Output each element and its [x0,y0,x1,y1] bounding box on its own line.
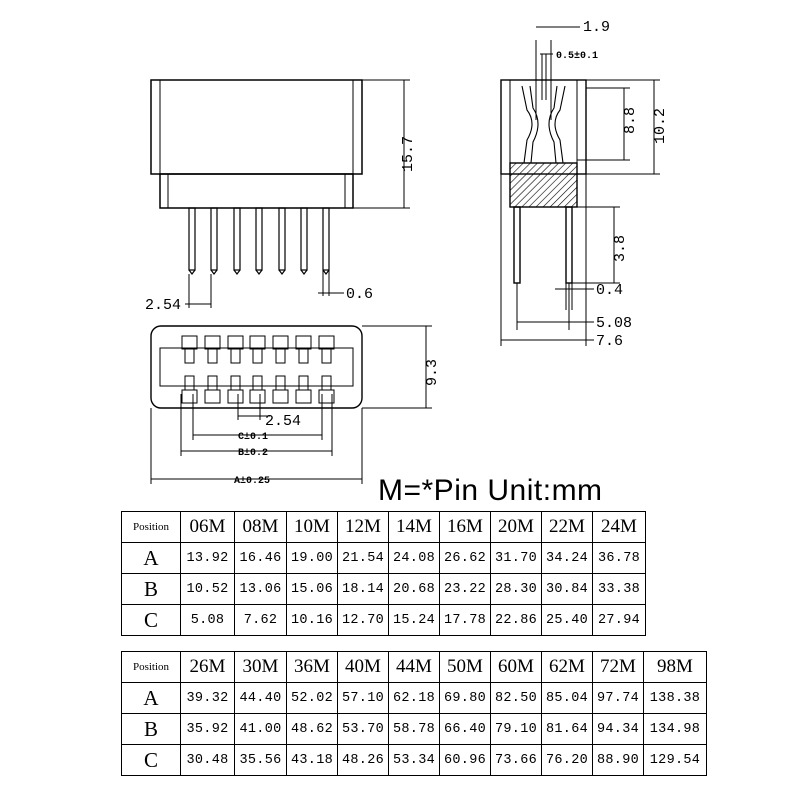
table-header: 08M [235,512,287,543]
table-cell: 58.78 [389,714,440,745]
table-header: 20M [491,512,542,543]
table-header: 44M [389,652,440,683]
top-contact-spring [231,376,240,390]
front-pin-width-label: 0.6 [346,286,374,303]
front-pin [189,208,195,270]
top-height-label: 9.3 [424,358,441,386]
table-cell: 97.74 [593,683,644,714]
table-cell: 18.14 [338,574,389,605]
table-cell: 5.08 [181,605,235,636]
front-view [151,80,410,308]
front-pin-tip [234,270,240,274]
top-contact-pad [182,336,197,349]
table-cell: 85.04 [542,683,593,714]
table-header-row [122,652,707,683]
front-pin-tip [256,270,262,274]
table-header: 14M [389,512,440,543]
table-cell: 53.34 [389,745,440,776]
table-cell: 53.70 [338,714,389,745]
top-contact-spring [185,349,194,363]
top-contact-pad [182,390,197,403]
front-pin [256,208,262,270]
top-contact-pad [250,390,265,403]
row-label: C [122,605,181,636]
table-header: 98M [644,652,707,683]
table-cell: 27.94 [593,605,646,636]
side-row-spacing-label: 5.08 [596,315,633,332]
side-view [501,27,660,346]
front-height-label: 15.7 [400,135,417,172]
table-cell: 13.06 [235,574,287,605]
table-cell: 21.54 [338,543,389,574]
top-contact-pad [319,336,334,349]
table-cell: 16.46 [235,543,287,574]
table-cell: 62.18 [389,683,440,714]
table-cell: 48.62 [287,714,338,745]
table-cell: 69.80 [440,683,491,714]
front-pitch-label: 2.54 [145,297,182,314]
top-contact-pad [273,336,288,349]
top-contact-spring [299,376,308,390]
table-cell: 39.32 [181,683,235,714]
table-header: 60M [491,652,542,683]
top-contact-pad [205,390,220,403]
table-cell: 81.64 [542,714,593,745]
table-cell: 60.96 [440,745,491,776]
table-row [122,543,646,574]
table-cell: 33.38 [593,574,646,605]
row-label: B [122,714,181,745]
top-contact-spring [322,349,331,363]
side-body-width-label: 7.6 [596,333,624,350]
table-cell: 12.70 [338,605,389,636]
table-header: 36M [287,652,338,683]
top-contact-spring [253,349,262,363]
side-inner-height-label: 8.8 [622,106,639,134]
table-cell: 66.40 [440,714,491,745]
side-slot-label: 0.5±0.1 [556,51,599,62]
top-contact-pad [250,336,265,349]
top-contact-spring [299,349,308,363]
table-row [122,714,707,745]
table-cell: 19.00 [287,543,338,574]
unit-title: M=*Pin Unit:mm [378,474,603,507]
row-label: A [122,683,181,714]
table-cell: 138.38 [644,683,707,714]
table-cell: 34.24 [542,543,593,574]
top-contact-spring [276,376,285,390]
table-header: 26M [181,652,235,683]
front-pin [234,208,240,270]
top-contact-pad [273,390,288,403]
table-cell: 10.52 [181,574,235,605]
table-cell: 82.50 [491,683,542,714]
table-header: 24M [593,512,646,543]
table-cell: 25.40 [542,605,593,636]
table-cell: 52.02 [287,683,338,714]
table-cell: 36.78 [593,543,646,574]
front-pin [323,208,329,270]
top-pitch-label: 2.54 [265,413,302,430]
table-cell: 134.98 [644,714,707,745]
table-cell: 41.00 [235,714,287,745]
front-pin-tip [301,270,307,274]
table-cell: 15.24 [389,605,440,636]
side-body-height-label: 10.2 [652,107,669,144]
table-cell: 7.62 [235,605,287,636]
table-cell: 94.34 [593,714,644,745]
table-cell: 13.92 [181,543,235,574]
front-body [151,80,362,174]
table-cell: 48.26 [338,745,389,776]
table-header: 16M [440,512,491,543]
top-contact-spring [208,376,217,390]
table-cell: 129.54 [644,745,707,776]
table-cell: 28.30 [491,574,542,605]
table-header: 50M [440,652,491,683]
table-header-row [122,512,646,543]
table-row [122,683,707,714]
dimension-table-2 [121,651,707,776]
table-cell: 30.84 [542,574,593,605]
front-pin-tip [211,270,217,274]
front-pin [279,208,285,270]
table-row [122,745,707,776]
front-pin-tip [279,270,285,274]
table-cell: 76.20 [542,745,593,776]
table-row [122,574,646,605]
table-cell: 79.10 [491,714,542,745]
table-header: 12M [338,512,389,543]
front-pin [211,208,217,270]
top-contact-pad [228,336,243,349]
front-pin [301,208,307,270]
top-contact-spring [208,349,217,363]
table-cell: 15.06 [287,574,338,605]
table-header: 06M [181,512,235,543]
table-row [122,605,646,636]
table-cell: 22.86 [491,605,542,636]
table-cell: 43.18 [287,745,338,776]
top-view [151,326,432,484]
dimension-table-1 [121,511,646,636]
top-contact-pad [205,336,220,349]
front-base [160,174,353,208]
front-pin-tip [189,270,195,274]
row-label: C [122,745,181,776]
top-contact-spring [253,376,262,390]
table-cell: 57.10 [338,683,389,714]
table-header: 22M [542,512,593,543]
table-cell: 24.08 [389,543,440,574]
table-header: 72M [593,652,644,683]
front-pins [189,208,329,274]
top-contact-spring [276,349,285,363]
table-cell: 26.62 [440,543,491,574]
table-cell: 88.90 [593,745,644,776]
table-cell: 73.66 [491,745,542,776]
table-cell: 23.22 [440,574,491,605]
table-cell: 35.92 [181,714,235,745]
table-cell: 31.70 [491,543,542,574]
side-base-hatched [510,163,577,207]
table-header: 62M [542,652,593,683]
row-label: A [122,543,181,574]
table-header: 30M [235,652,287,683]
dim-c-label: C±0.1 [238,432,269,443]
top-body [151,326,362,408]
side-pin-width-label: 0.4 [596,282,624,299]
side-pin-length-label: 3.8 [612,234,629,262]
top-contact-pad [228,390,243,403]
table-cell: 20.68 [389,574,440,605]
table-cell: 10.16 [287,605,338,636]
top-contact-pad [296,390,311,403]
table-header: 10M [287,512,338,543]
top-contact-spring [231,349,240,363]
table-cell: 35.56 [235,745,287,776]
front-pin-tip [323,270,329,274]
position-header: Position [122,512,181,543]
table-cell: 17.78 [440,605,491,636]
dim-b-label: B±0.2 [238,448,269,459]
dim-a-label: A±0.25 [234,476,271,487]
top-contact-spring [185,376,194,390]
table-header: 40M [338,652,389,683]
top-contact-pad [296,336,311,349]
table-cell: 44.40 [235,683,287,714]
table-cell: 30.48 [181,745,235,776]
side-top-width-label: 1.9 [583,19,611,36]
row-label: B [122,574,181,605]
position-header: Position [122,652,181,683]
top-contact-spring [322,376,331,390]
